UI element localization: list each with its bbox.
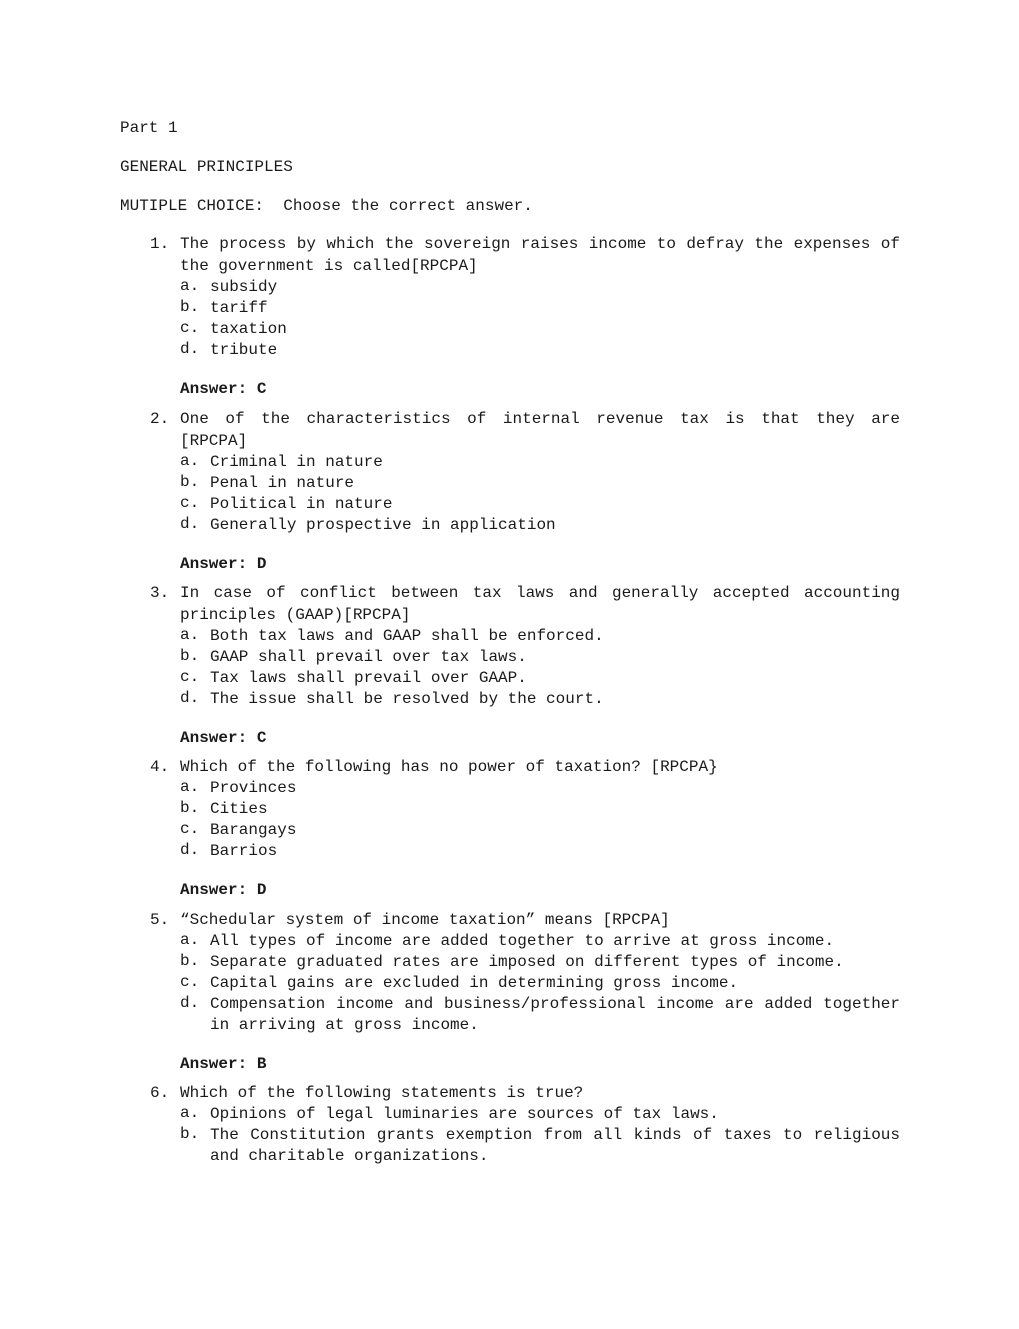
option-text: taxation [210, 320, 287, 338]
option-text: The Constitution grants exemption from all kinds of taxes to religious and charitable organizations. [210, 1126, 900, 1165]
answer-line [180, 1055, 900, 1074]
option-letter: d. [180, 841, 200, 859]
question-text: In case of conflict between tax laws and generally accepted accounting principles (GAAP)[RPCPA] [180, 584, 900, 624]
answer-label: Answer: [180, 729, 257, 747]
option [180, 473, 900, 494]
option [180, 973, 900, 994]
question-text: Which of the following statements is true? [180, 1084, 584, 1102]
option-letter: c. [180, 820, 200, 838]
question-2 [150, 408, 900, 574]
question-5 [150, 909, 900, 1074]
option-text: Penal in nature [210, 474, 355, 492]
option [180, 952, 900, 973]
option-text: Cities [210, 800, 268, 818]
option [180, 994, 900, 1036]
option-letter: b. [180, 647, 200, 665]
option-letter: a. [180, 452, 200, 470]
option [180, 277, 900, 298]
answer-line [180, 729, 900, 748]
question-number: 1. [150, 235, 170, 253]
question-text: The process by which the sovereign raises income to defray the expenses of the government is called[RPCPA] [180, 235, 900, 275]
option-text: Barrios [210, 842, 278, 860]
answer-label: Answer: [180, 380, 257, 398]
option-text: Separate graduated rates are imposed on different types of income. [210, 953, 844, 971]
option [180, 799, 900, 820]
options-list [180, 778, 900, 862]
option [180, 319, 900, 340]
option-letter: a. [180, 778, 200, 796]
options-list [180, 626, 900, 710]
option-letter: b. [180, 298, 200, 316]
question-number: 4. [150, 758, 170, 776]
option [180, 689, 900, 710]
option-letter: d. [180, 515, 200, 533]
option-letter: a. [180, 1104, 200, 1122]
question-text: One of the characteristics of internal revenue tax is that they are [RPCPA] [180, 410, 900, 450]
option [180, 340, 900, 361]
option [180, 494, 900, 515]
option [180, 1104, 900, 1125]
question-text: Which of the following has no power of taxation? [RPCPA} [180, 758, 718, 776]
question-number: 2. [150, 410, 170, 428]
option-text: subsidy [210, 278, 278, 296]
option-text: The issue shall be resolved by the court. [210, 690, 604, 708]
option-text: GAAP shall prevail over tax laws. [210, 648, 527, 666]
instructions-line: MUTIPLE CHOICE: Choose the correct answer. [120, 197, 533, 215]
options-list [180, 277, 900, 361]
option-text: Tax laws shall prevail over GAAP. [210, 669, 527, 687]
section-heading: GENERAL PRINCIPLES [120, 158, 293, 176]
option-text: Barangays [210, 821, 297, 839]
option-text: Generally prospective in application [210, 516, 556, 534]
option [180, 298, 900, 319]
option-text: Capital gains are excluded in determining gross income. [210, 974, 739, 992]
option-text: All types of income are added together to arrive at gross income. [210, 932, 835, 950]
option-letter: c. [180, 973, 200, 991]
question-number: 3. [150, 584, 170, 602]
answer-value: D [256, 881, 267, 899]
option-text: Compensation income and business/professional income are added together in arriving at gross income. [210, 995, 900, 1034]
option-text: tariff [210, 299, 268, 317]
option-letter: b. [180, 473, 200, 491]
options-list [180, 931, 900, 1036]
answer-label: Answer: [180, 555, 257, 573]
option-letter: b. [180, 799, 200, 817]
option-letter: a. [180, 626, 200, 644]
answer-label: Answer: [180, 1055, 257, 1073]
option [180, 1125, 900, 1167]
option [180, 931, 900, 952]
answer-value: B [256, 1055, 267, 1073]
option-letter: b. [180, 1125, 200, 1143]
option-text: Opinions of legal luminaries are sources of tax laws. [210, 1105, 719, 1123]
question-number: 6. [150, 1084, 170, 1102]
question-text: “Schedular system of income taxation” means [RPCPA] [180, 911, 670, 929]
option [180, 452, 900, 473]
answer-line [180, 881, 900, 900]
option-letter: d. [180, 994, 200, 1012]
question-6 [150, 1082, 900, 1167]
question-1 [150, 233, 900, 399]
part-heading: Part 1 [120, 119, 178, 137]
option [180, 778, 900, 799]
option-text: Provinces [210, 779, 297, 797]
option-letter: c. [180, 668, 200, 686]
answer-value: C [256, 729, 267, 747]
answer-line [180, 555, 900, 574]
question-number: 5. [150, 911, 170, 929]
option [180, 647, 900, 668]
option-text: Both tax laws and GAAP shall be enforced. [210, 627, 604, 645]
option-text: Political in nature [210, 495, 393, 513]
option-letter: d. [180, 689, 200, 707]
question-3 [150, 582, 900, 748]
option-letter: b. [180, 952, 200, 970]
option-letter: a. [180, 931, 200, 949]
options-list [180, 1104, 900, 1167]
option-letter: a. [180, 277, 200, 295]
option [180, 668, 900, 689]
option-letter: d. [180, 340, 200, 358]
options-list [180, 452, 900, 536]
option-text: tribute [210, 341, 278, 359]
option-text: Criminal in nature [210, 453, 383, 471]
answer-value: C [256, 380, 267, 398]
option [180, 515, 900, 536]
option [180, 626, 900, 647]
answer-label: Answer: [180, 881, 257, 899]
option [180, 820, 900, 841]
question-4 [150, 756, 900, 900]
option-letter: c. [180, 494, 200, 512]
option [180, 841, 900, 862]
answer-line [180, 380, 900, 399]
answer-value: D [256, 555, 267, 573]
option-letter: c. [180, 319, 200, 337]
